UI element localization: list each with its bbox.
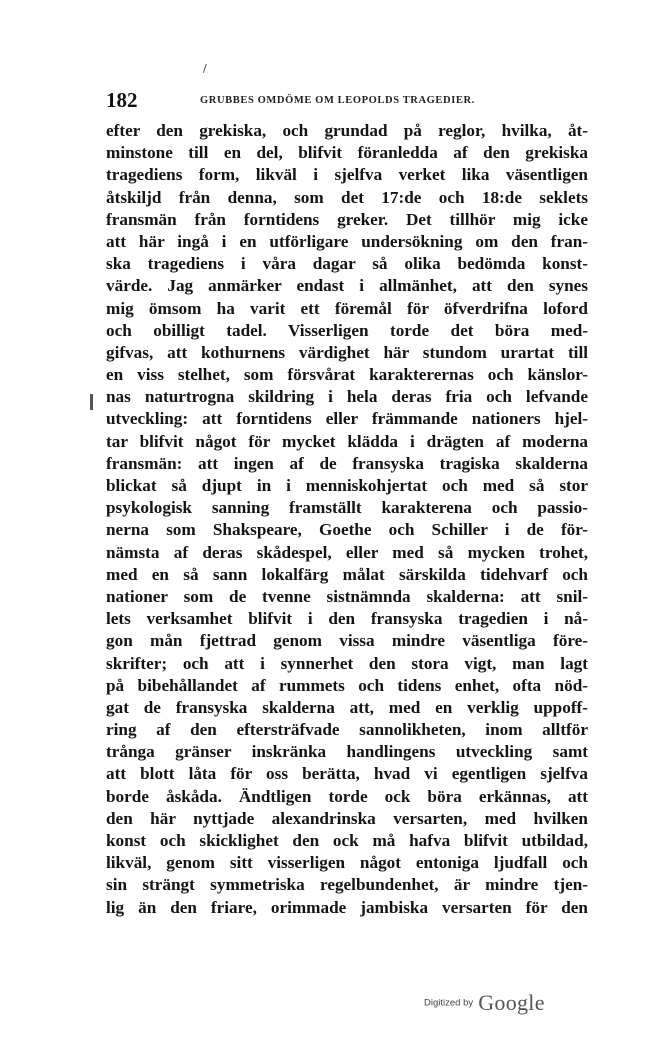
text-line: gifvas, att kothurnens värdighet här stundom urartat till [106,342,588,362]
text-line: gon mån fjettrad genom vissa mindre väsentliga före- [106,631,588,651]
text-line: sin strängt symmetriska regelbundenhet, är mindre tjen- [106,875,588,895]
text-line: tar blifvit något för mycket klädda i drägten af moderna [106,431,588,451]
text-line: ska tragediens i våra dagar så olika bedömda konst- [106,254,588,274]
text-line: utveckling: att forntidens eller främmande nationers hjel- [106,409,588,429]
margin-mark [90,394,93,410]
pencil-mark: / [203,62,207,75]
text-line: på bibehållandet af rummets och tidens enhet, ofta nöd- [106,675,588,695]
body-text [106,120,588,919]
text-line: fransmän från forntidens greker. Det tillhör mig icke [106,209,588,229]
text-line: nationer som de tvenne sistnämnda skalderna: att snil- [106,586,588,606]
text-line: nerna som Shakspeare, Goethe och Schiller i de för- [106,520,588,540]
text-line: och obilligt tadel. Visserligen torde det böra med- [106,320,588,340]
text-line: att här ingå i en utförligare undersökning om den fran- [106,231,588,251]
text-line: blickat så djupt in i menniskohjertat och med så stor [106,476,588,495]
text-line: med en så sann lokalfärg målat särskilda tidehvarf och [106,564,588,584]
running-title: GRUBBES OMDÖME OM LEOPOLDS TRAGEDIER. [200,95,475,106]
text-line: nämsta af deras skådespel, eller med så mycken trohet, [106,542,588,562]
digitized-by-label: Digitized by [424,997,474,1009]
text-line: borde åskåda. Ändtligen torde ock böra erkännas, att [106,786,588,806]
text-line: den här nyttjade alexandrinska versarten, med hvilken [106,808,588,828]
text-line: en viss stelhet, som försvårat karakterernas och känslor- [106,365,588,385]
text-line: psykologisk sanning framställt karakterena och passio- [106,498,588,518]
text-line: att blott låta för oss berätta, hvad vi egentligen sjelfva [106,764,588,784]
text-line: lets verksamhet blifvit i den fransyska tragedien i nå- [106,609,588,629]
text-line: lig än den friare, orimmade jambiska versarten för den [106,897,588,917]
text-line: åtskiljd från denna, som det 17:de och 18:de seklets [106,187,588,207]
page-number: 182 [106,88,138,112]
text-line: likväl, genom sitt visserligen något entoniga ljudfall och [106,853,588,873]
text-line: konst och skicklighet den ock må hafva blifvit utbildad, [106,831,588,850]
text-line: värde. Jag anmärker endast i allmänhet, att den synes [106,276,588,296]
text-line: fransmän: att ingen af de fransyska tragiska skalderna [106,453,588,473]
text-line: ring af den eftersträfvade sannolikheten, inom alltför [106,720,588,740]
text-line: minstone till en del, blifvit föranledda af den grekiska [106,143,588,163]
running-head [106,88,586,112]
text-line: tragediens form, likväl i sjelfva verket lika väsentligen [106,165,588,185]
text-line: trånga gränser inskränka handlingens utveckling samt [106,742,588,762]
text-line: efter den grekiska, och grundad på reglor, hvilka, åt- [106,121,588,140]
text-line: mig ömsom ha varit ett föremål för öfverdrifna loford [106,298,588,318]
digitized-by-google-watermark [424,990,545,1016]
google-logo-text: Google [478,990,545,1015]
text-line: gat de fransyska skalderna att, med en verklig uppoff- [106,697,588,717]
text-line: skrifter; och att i synnerhet den stora vigt, man lagt [106,653,588,673]
text-line: nas naturtrogna skildring i hela deras fria och lefvande [106,387,588,407]
